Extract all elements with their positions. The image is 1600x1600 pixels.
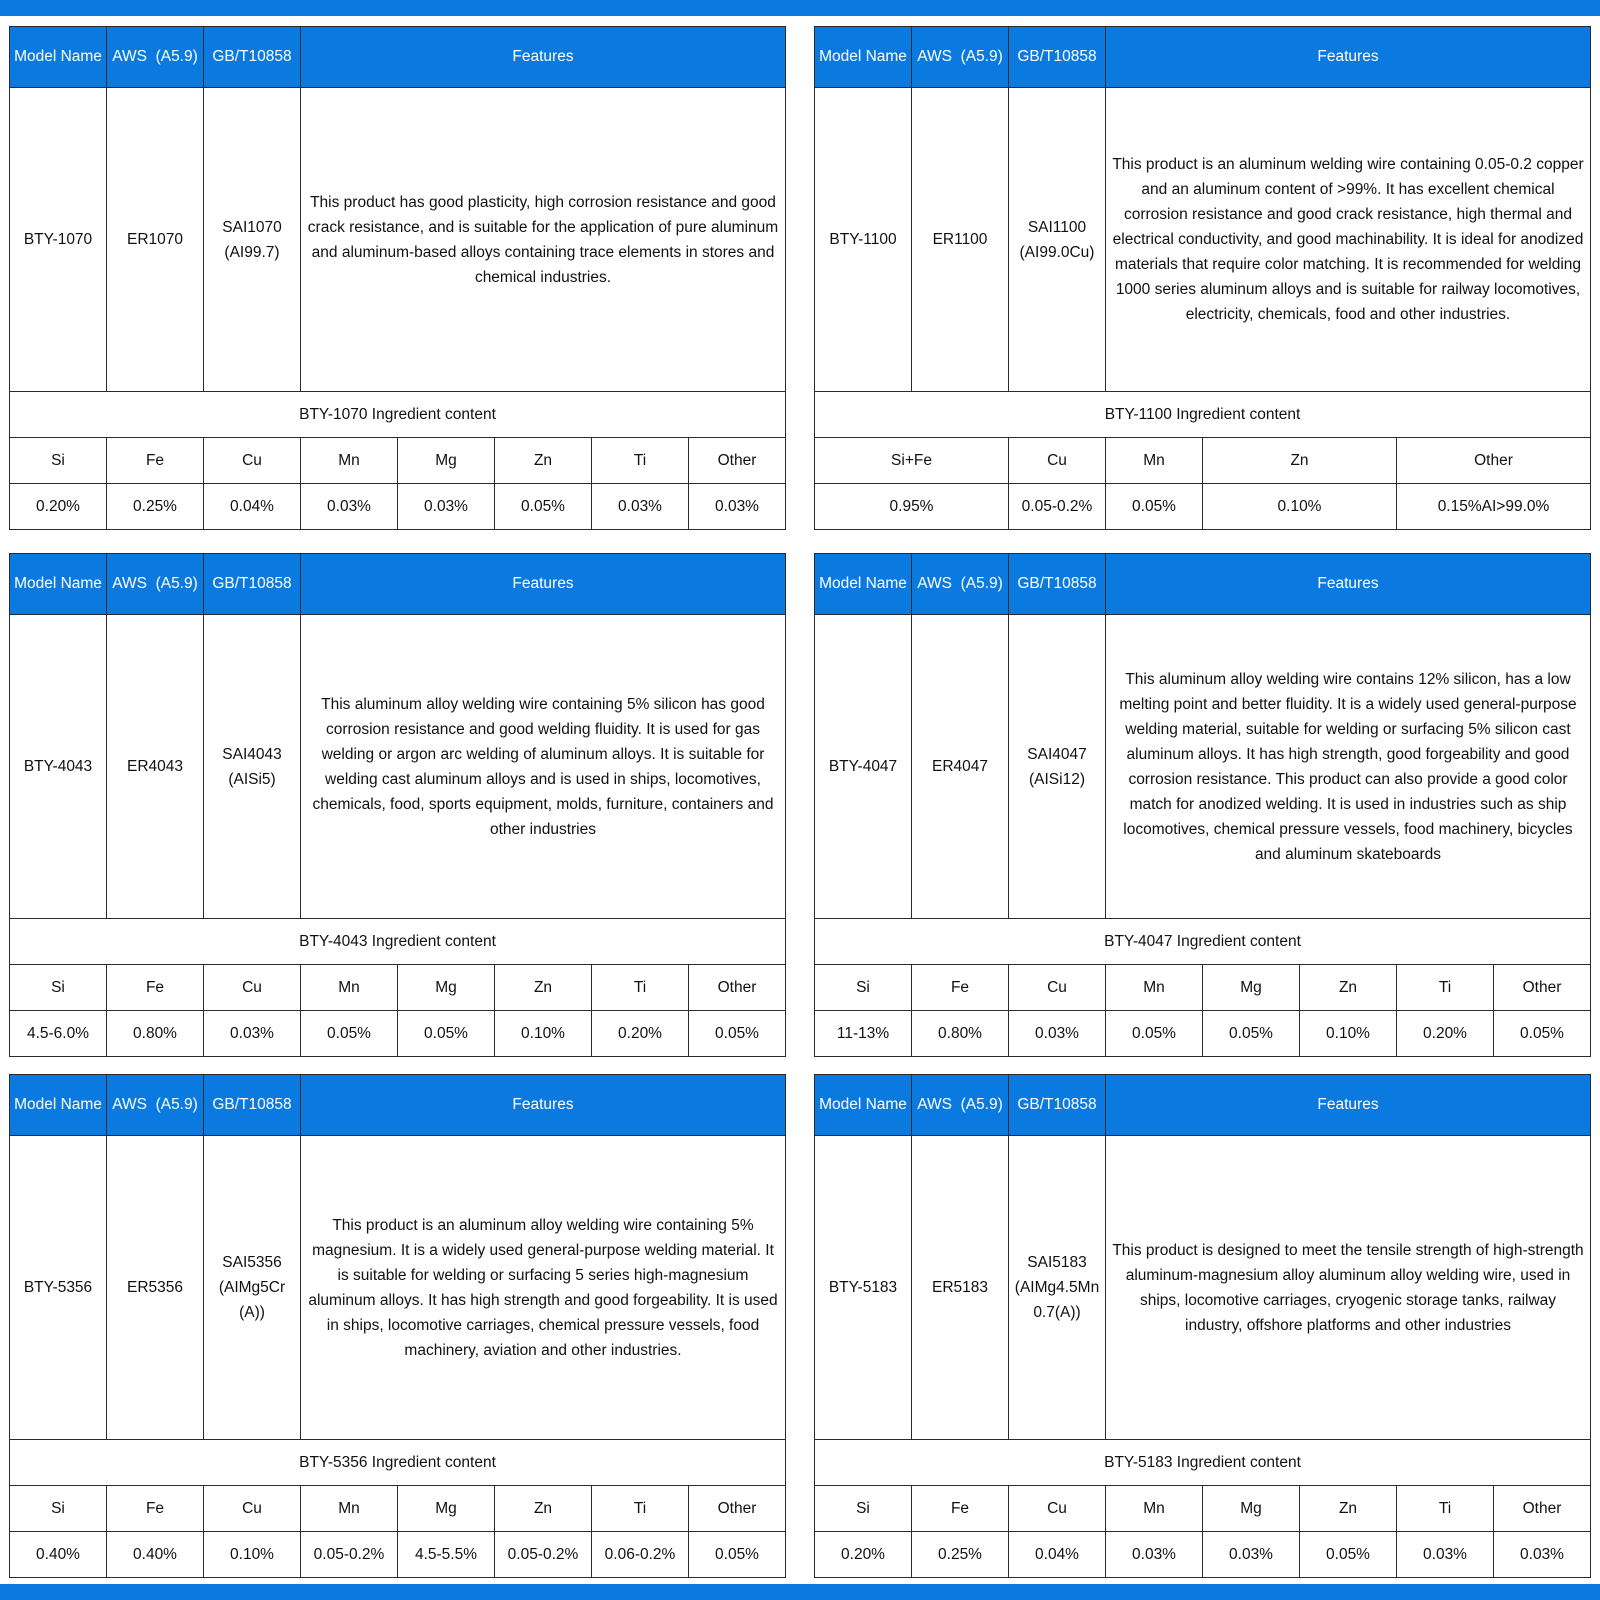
element-name: Ti (592, 438, 689, 484)
element-value: 4.5-6.0% (10, 1011, 107, 1057)
features-text: This product is designed to meet the tensile strength of high-strength aluminum-magnesium alloy aluminum alloy welding wire, used in ships, locomotive carriages, cryogenic storage tanks, railway industry, offshore platforms and other industries (1106, 1136, 1591, 1440)
spec-table-bty-1070 (9, 26, 786, 530)
element-name: Zn (1203, 438, 1397, 484)
ingredient-title: BTY-1100 Ingredient content (815, 392, 1591, 438)
element-value: 0.05-0.2% (1009, 484, 1106, 530)
header-model-name: Model Name (815, 554, 912, 615)
model-name: BTY-1070 (10, 88, 107, 392)
features-text: This product is an aluminum alloy welding wire containing 5% magnesium. It is a widely used general-purpose welding material. It is suitable for welding or surfacing 5 series high-magnesium aluminum alloys. It has high strength and good forgeability. It is used in ships, locomotive carriages, chemical pressure vessels, food machinery, aviation and other industries. (301, 1136, 786, 1440)
header-features: Features (1106, 554, 1591, 615)
element-value: 0.10% (1203, 484, 1397, 530)
element-name: Other (689, 438, 786, 484)
header-aws: AWS (A5.9) (107, 554, 204, 615)
element-name: Cu (204, 1486, 301, 1532)
model-name: BTY-4043 (10, 615, 107, 919)
features-text: This aluminum alloy welding wire containing 5% silicon has good corrosion resistance and good welding fluidity. It is used for gas welding or argon arc welding of aluminum alloys. It is suitable for welding cast aluminum alloys and is used in ships, locomotives, chemicals, food, sports equipment, molds, furniture, containers and other industries (301, 615, 786, 919)
header-gb: GB/T10858 (204, 27, 301, 88)
element-name: Mn (301, 1486, 398, 1532)
element-name: Zn (495, 438, 592, 484)
element-name: Cu (204, 965, 301, 1011)
element-name: Si (815, 965, 912, 1011)
header-model-name: Model Name (815, 1075, 912, 1136)
element-value: 0.03% (1106, 1532, 1203, 1578)
element-name: Fe (107, 965, 204, 1011)
element-name: Mn (301, 438, 398, 484)
element-name: Cu (204, 438, 301, 484)
gb-grade: SAI1070 (AI99.7) (204, 88, 301, 392)
model-name: BTY-5356 (10, 1136, 107, 1440)
element-name: Mn (1106, 965, 1203, 1011)
element-name: Mg (1203, 1486, 1300, 1532)
element-value: 0.04% (204, 484, 301, 530)
element-name: Cu (1009, 965, 1106, 1011)
element-name: Other (1494, 965, 1591, 1011)
spec-table-bty-5183 (814, 1074, 1591, 1578)
element-name: Si (815, 1486, 912, 1532)
element-value: 0.20% (1397, 1011, 1494, 1057)
header-gb: GB/T10858 (1009, 27, 1106, 88)
element-value: 0.80% (912, 1011, 1009, 1057)
element-name: Mn (1106, 1486, 1203, 1532)
header-features: Features (1106, 27, 1591, 88)
element-name: Other (1494, 1486, 1591, 1532)
element-value: 0.25% (912, 1532, 1009, 1578)
element-name: Ti (592, 965, 689, 1011)
element-value: 0.25% (107, 484, 204, 530)
model-name: BTY-1100 (815, 88, 912, 392)
element-value: 0.05% (1203, 1011, 1300, 1057)
gb-grade: SAI5183 (AIMg4.5Mn 0.7(A)) (1009, 1136, 1106, 1440)
element-value: 0.10% (495, 1011, 592, 1057)
header-features: Features (301, 27, 786, 88)
element-name: Fe (107, 438, 204, 484)
element-value: 0.05% (1106, 484, 1203, 530)
element-name: Zn (1300, 1486, 1397, 1532)
header-aws: AWS (A5.9) (912, 27, 1009, 88)
features-text: This aluminum alloy welding wire contains 12% silicon, has a low melting point and better fluidity. It is a widely used general-purpose welding material, suitable for welding or surfacing 5% silicon cast aluminum alloys. It has high strength, good forgeability and good corrosion resistance. This product can also provide a good color match for anodized welding. It is used in industries such as ship locomotives, chemical pressure vessels, food machinery, bicycles and aluminum skateboards (1106, 615, 1591, 919)
element-value: 0.05% (689, 1532, 786, 1578)
gb-grade: SAI4043 (AISi5) (204, 615, 301, 919)
ingredient-title: BTY-1070 Ingredient content (10, 392, 786, 438)
element-value: 0.40% (10, 1532, 107, 1578)
element-name: Fe (912, 965, 1009, 1011)
element-name: Ti (592, 1486, 689, 1532)
element-name: Cu (1009, 438, 1106, 484)
bottom-accent-bar (0, 1584, 1600, 1600)
element-value: 0.05% (689, 1011, 786, 1057)
element-name: Other (689, 1486, 786, 1532)
spec-table-bty-4043 (9, 553, 786, 1057)
element-name: Si+Fe (815, 438, 1009, 484)
element-name: Si (10, 1486, 107, 1532)
element-value: 0.20% (592, 1011, 689, 1057)
ingredient-title: BTY-5356 Ingredient content (10, 1440, 786, 1486)
element-name: Mg (398, 965, 495, 1011)
element-value: 0.10% (1300, 1011, 1397, 1057)
header-features: Features (301, 1075, 786, 1136)
element-value: 0.05% (1494, 1011, 1591, 1057)
element-name: Zn (495, 965, 592, 1011)
aws-grade: ER1070 (107, 88, 204, 392)
element-name: Ti (1397, 965, 1494, 1011)
spec-table-bty-1100 (814, 26, 1591, 530)
features-text: This product has good plasticity, high corrosion resistance and good crack resistance, and is suitable for the application of pure aluminum and aluminum-based alloys containing trace elements in stores and chemical industries. (301, 88, 786, 392)
element-name: Cu (1009, 1486, 1106, 1532)
ingredient-title: BTY-4043 Ingredient content (10, 919, 786, 965)
top-accent-bar (0, 0, 1600, 16)
element-name: Ti (1397, 1486, 1494, 1532)
element-name: Si (10, 965, 107, 1011)
header-gb: GB/T10858 (1009, 554, 1106, 615)
element-value: 11-13% (815, 1011, 912, 1057)
element-value: 4.5-5.5% (398, 1532, 495, 1578)
aws-grade: ER1100 (912, 88, 1009, 392)
features-text: This product is an aluminum welding wire containing 0.05-0.2 copper and an aluminum content of >99%. It has excellent chemical corrosion resistance and good crack resistance, high thermal and electrical conductivity, and good machinability. It is ideal for anodized materials that require color matching. It is recommended for welding 1000 series aluminum alloys and is suitable for railway locomotives, electricity, chemicals, food and other industries. (1106, 88, 1591, 392)
element-value: 0.05% (301, 1011, 398, 1057)
element-value: 0.40% (107, 1532, 204, 1578)
element-value: 0.05-0.2% (301, 1532, 398, 1578)
aws-grade: ER5183 (912, 1136, 1009, 1440)
header-model-name: Model Name (10, 554, 107, 615)
ingredient-title: BTY-5183 Ingredient content (815, 1440, 1591, 1486)
gb-grade: SAI1100 (AI99.0Cu) (1009, 88, 1106, 392)
element-name: Mg (398, 1486, 495, 1532)
gb-grade: SAI5356 (AIMg5Cr (A)) (204, 1136, 301, 1440)
element-value: 0.03% (689, 484, 786, 530)
element-value: 0.15%AI>99.0% (1397, 484, 1591, 530)
element-name: Other (1397, 438, 1591, 484)
header-aws: AWS (A5.9) (107, 27, 204, 88)
element-value: 0.03% (1009, 1011, 1106, 1057)
element-name: Mn (1106, 438, 1203, 484)
element-name: Mg (398, 438, 495, 484)
element-name: Mg (1203, 965, 1300, 1011)
element-name: Zn (1300, 965, 1397, 1011)
element-value: 0.95% (815, 484, 1009, 530)
element-value: 0.80% (107, 1011, 204, 1057)
header-features: Features (1106, 1075, 1591, 1136)
header-gb: GB/T10858 (204, 1075, 301, 1136)
element-value: 0.03% (592, 484, 689, 530)
element-value: 0.05-0.2% (495, 1532, 592, 1578)
element-value: 0.10% (204, 1532, 301, 1578)
element-name: Mn (301, 965, 398, 1011)
element-value: 0.03% (204, 1011, 301, 1057)
header-model-name: Model Name (815, 27, 912, 88)
header-aws: AWS (A5.9) (912, 554, 1009, 615)
element-name: Zn (495, 1486, 592, 1532)
element-value: 0.20% (10, 484, 107, 530)
header-aws: AWS (A5.9) (912, 1075, 1009, 1136)
spec-table-bty-5356 (9, 1074, 786, 1578)
element-value: 0.03% (1397, 1532, 1494, 1578)
element-name: Si (10, 438, 107, 484)
element-name: Fe (107, 1486, 204, 1532)
header-model-name: Model Name (10, 1075, 107, 1136)
header-gb: GB/T10858 (1009, 1075, 1106, 1136)
element-value: 0.05% (1106, 1011, 1203, 1057)
element-value: 0.20% (815, 1532, 912, 1578)
aws-grade: ER5356 (107, 1136, 204, 1440)
element-value: 0.03% (1494, 1532, 1591, 1578)
element-value: 0.03% (301, 484, 398, 530)
element-value: 0.05% (1300, 1532, 1397, 1578)
gb-grade: SAI4047 (AISi12) (1009, 615, 1106, 919)
aws-grade: ER4043 (107, 615, 204, 919)
header-features: Features (301, 554, 786, 615)
model-name: BTY-4047 (815, 615, 912, 919)
aws-grade: ER4047 (912, 615, 1009, 919)
header-aws: AWS (A5.9) (107, 1075, 204, 1136)
element-name: Fe (912, 1486, 1009, 1532)
header-gb: GB/T10858 (204, 554, 301, 615)
element-value: 0.03% (1203, 1532, 1300, 1578)
header-model-name: Model Name (10, 27, 107, 88)
element-value: 0.05% (495, 484, 592, 530)
element-value: 0.05% (398, 1011, 495, 1057)
ingredient-title: BTY-4047 Ingredient content (815, 919, 1591, 965)
element-name: Other (689, 965, 786, 1011)
element-value: 0.03% (398, 484, 495, 530)
element-value: 0.06-0.2% (592, 1532, 689, 1578)
element-value: 0.04% (1009, 1532, 1106, 1578)
spec-table-bty-4047 (814, 553, 1591, 1057)
model-name: BTY-5183 (815, 1136, 912, 1440)
